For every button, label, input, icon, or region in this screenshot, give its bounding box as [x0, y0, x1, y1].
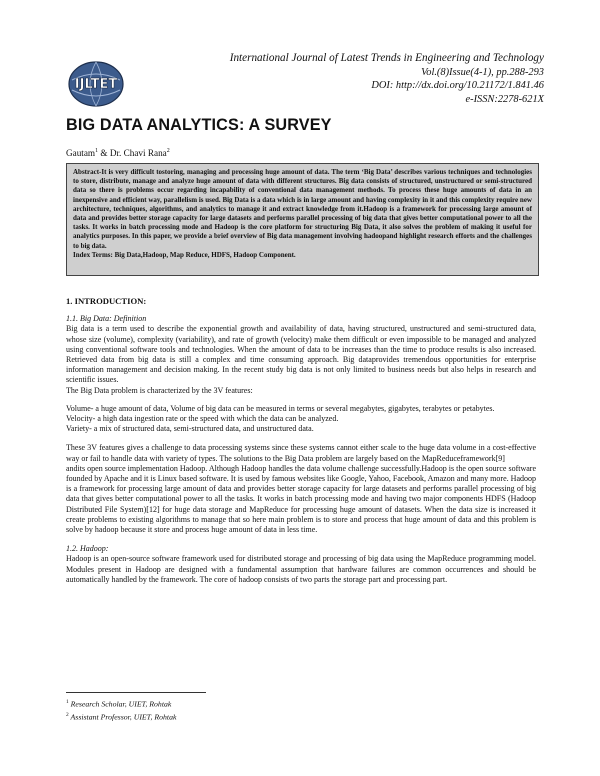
footnote-1 [66, 697, 176, 710]
list-item-velocity: Velocity- a high data ingestion rate or the speed with which the data can be analyzed. [66, 414, 339, 424]
paragraph: andits open source implementation Hadoop. Although Hadoop handles the data volume challenge successfully.Hadoop is the open source software founded by Apache and it is Linux based software. It is used by famous websites like Google, Yahoo, Facebook, Amazon and many more. Hadoop is a framework for processing large amount of data and provides better storage capacity for large datasets and performs parallel processing of big data that gives better computational power to all the tasks. It works in batch processing mode and having two major components HDFS (Hadoop Distributed File System)[12] for huge data storage and MapReduce for processing huge amount of datasets. When the data size is increased it create problems to existing algorithms to manage that so here main problem is to store and process that huge amount of data and this problem is solve by hadoop because it store and process huge amount of data in less time. [66, 463, 536, 535]
paragraph: Hadoop is an open-source software framework used for distributed storage and processing of big data using the MapReduce programming model. Modules present in Hadoop are designed with a fundamental assumption that hardware failures are common occurrences and should be automatically handled by the framework. The core of hadoop consists of two parts the storage part and processing part. [66, 554, 536, 584]
journal-name: International Journal of Latest Trends in Engineering and Technology [229, 52, 544, 64]
abstract-text: Abstract-It is very difficult tostoring, managing and processing huge amount of data. The term ‘Big Data’ describes various techniques and technologies to store, distribute, manage and analyze huge amount of data with different structures. Big data consists of structured, unstructured or semi-structured data so there is problems occur regarding incapability of conventional data management methods. To process these huge amounts of data in an inexpensive and efficient way, parallelism is used. Big Data is a data which is in large amount and having complexity in it and this complexity require new architecture, techniques, algorithms, and analytics to manage it and extract knowledge from it.Hadoop is a framework for processing large amount of data and provides better storage capacity for large datasets and performs parallel processing of big data that gives better computational power to all the tasks. It works in batch processing mode and Hadoop is the core platform for structuring Big Data, it also solves the problem of making it useful for analytics purposes. In this paper, we provide a brief overview of Big data management involving hadoopand highlight research efforts and the challenges to big data. [73, 168, 532, 250]
subsection-heading-definition: 1.1. Big Data: Definition [66, 314, 147, 324]
volume-info: Vol.(8)Issue(4-1), pp.288-293 [421, 66, 544, 78]
author-2: & Dr. Chavi Rana [98, 148, 167, 159]
paper-title: BIG DATA ANALYTICS: A SURVEY [66, 116, 332, 134]
subsection-heading-hadoop: 1.2. Hadoop: [66, 544, 109, 554]
paragraph: Big data is a term used to describe the exponential growth and availability of data, having structured, unstructured and semi-structured data, whose size (volume), complexity (variability), and rate of growth (velocity) make them difficult or even impossible to be managed and analyzed using conventional software tools and technologies. When the amount of data to be increases than the time to produce results is also increased. Retrieved data from big data is still a complex and time consuming approach. Big dataprovides tremendous opportunities for enterprise information management and decision making. In the recent study big data is not only limited to business needs but also helps in research and scientific issues. [66, 324, 536, 385]
journal-header [184, 52, 544, 106]
author-2-mark: 2 [166, 148, 170, 154]
issn: e-ISSN:2278-621X [465, 93, 544, 105]
footnotes [66, 697, 176, 723]
footnote-text: Research Scholar, UIET, Rohtak [70, 699, 172, 709]
ijltet-logo [66, 58, 126, 108]
paragraph: The Big Data problem is characterized by the 3V features: [66, 385, 253, 395]
abstract-box [66, 163, 539, 276]
footnote-mark: 2 [66, 712, 69, 719]
footnote-text: Assistant Professor, UIET, Rohtak [70, 712, 177, 722]
list-item-variety: Variety- a mix of structured data, semi-structured data, and unstructured data. [66, 424, 314, 434]
list-item-volume: Volume- a huge amount of data, Volume of big data can be measured in terms or several megabytes, gigabytes, terabytes or petabytes. [66, 403, 495, 413]
doi-link[interactable]: DOI: http://dx.doi.org/10.21172/1.841.46 [371, 80, 544, 92]
footnote-mark: 1 [66, 699, 69, 705]
logo-text: IJLTET [74, 77, 118, 92]
author-1: Gautam [66, 148, 96, 159]
author-1-mark: 1 [95, 148, 99, 154]
section-heading-introduction: 1. INTRODUCTION: [66, 296, 147, 306]
authors-line [66, 148, 170, 158]
index-terms: Index Terms: Big Data,Hadoop, Map Reduce, HDFS, Hadoop Component. [73, 250, 296, 259]
paragraph: These 3V features gives a challenge to data processing systems since these systems cannot either scale to the huge data volume in a cost-effective way or fail to handle data with variety of types. The solutions to the Big Data problem are largely based on the MapReduceframework[9] [66, 443, 536, 463]
footnote-2 [66, 710, 176, 723]
footnote-divider [66, 692, 206, 693]
paper-body [66, 296, 536, 585]
